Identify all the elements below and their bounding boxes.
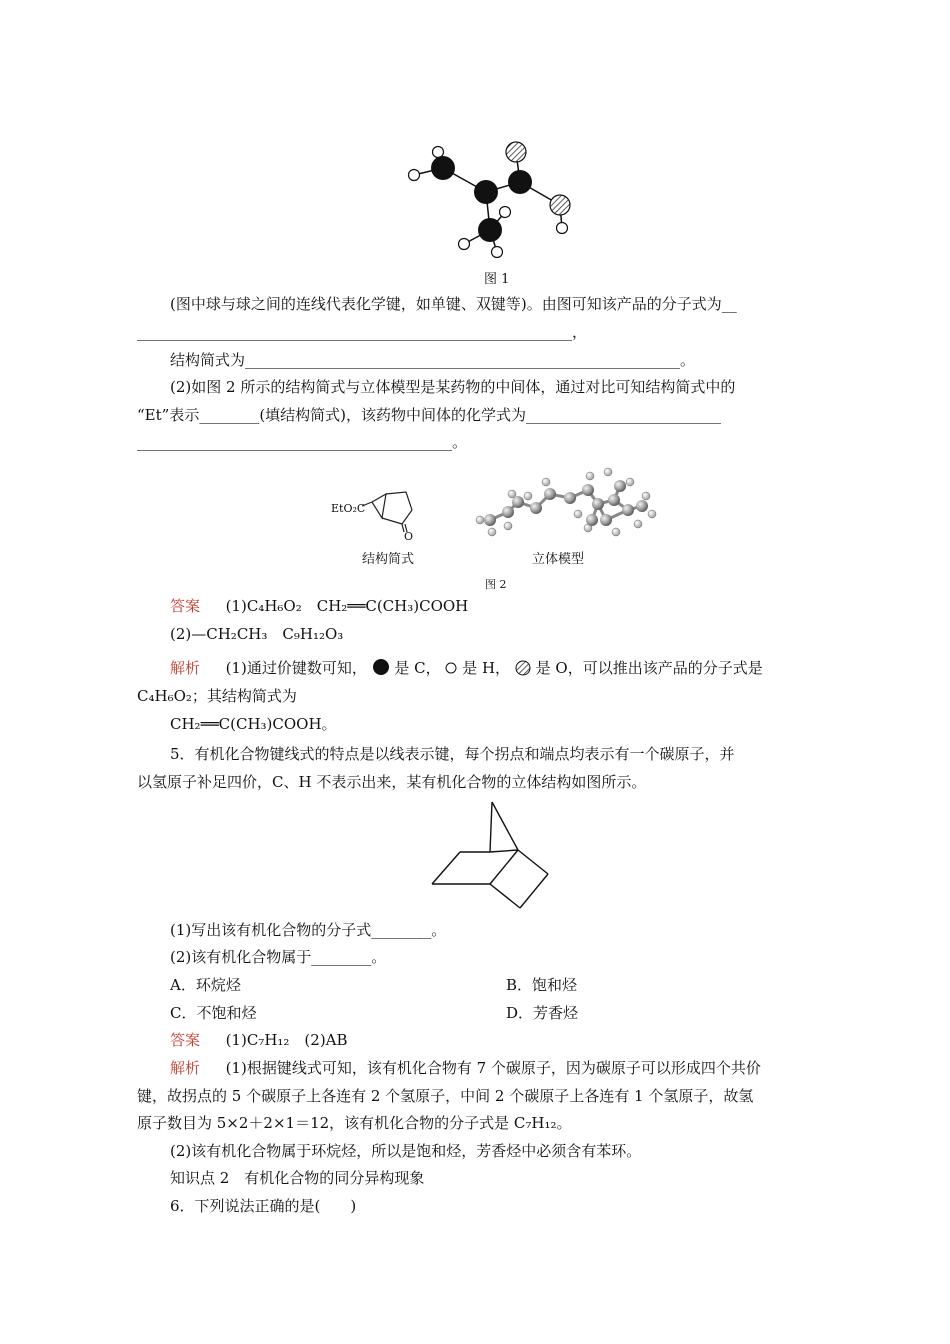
model-label: 立体模型	[532, 552, 585, 567]
eto2c-label: EtO₂C	[331, 502, 366, 515]
answer5-block	[170, 1030, 348, 1050]
option-a: A．环烷烃	[170, 976, 241, 994]
analysis4-line3: CH₂══C(CH₃)COOH。	[170, 715, 337, 733]
q4-line5: “Et”表示________(填结构简式)，该药物中间体的化学式为__________________________	[137, 406, 722, 424]
carbonyl-oxygen-label: O	[404, 530, 414, 543]
section-title: 知识点 2 有机化合物的同分异构现象	[170, 1169, 425, 1187]
analysis5-line3: 原子数目为 5×2＋2×1＝12，该有机化合物的分子式是 C₇H₁₂。	[137, 1114, 572, 1132]
figure2-3d-model	[470, 462, 670, 552]
figure1-caption: 图 1	[484, 272, 510, 287]
answer5-text: (1)C₇H₁₂ (2)AB	[225, 1031, 348, 1049]
analysis-label: 解析	[170, 1059, 201, 1077]
analysis4-line2: C₄H₆O₂；其结构简式为	[137, 687, 297, 705]
answer4-line2: (2)—CH₂CH₃ C₉H₁₂O₃	[170, 625, 344, 643]
q5-line1: 5．有机化合物键线式的特点是以线表示键，每个拐点和端点均表示有一个碳原子，并	[170, 745, 735, 763]
answer4-line1: (1)C₄H₆O₂ CH₂══C(CH₃)COOH	[225, 597, 469, 615]
structure-label: 结构简式	[362, 552, 415, 567]
oxygen-legend-icon	[515, 660, 531, 676]
figure2-caption: 图 2	[485, 578, 507, 591]
figure1-molecule	[400, 130, 580, 265]
analysis4-line1: 解析 (1)通过价键数可知， 是 C， 是 H， 是 O，可以推出该产品的分子式是	[170, 659, 763, 677]
answer4-block	[170, 596, 468, 616]
q4-line6: __________________________________________。	[137, 433, 468, 451]
carbon-atoms	[431, 156, 532, 242]
option-c: C．不饱和烃	[170, 1004, 257, 1022]
q4-line2: __________________________________________________________，	[137, 323, 588, 341]
q6-text: 6．下列说法正确的是( )	[170, 1197, 357, 1215]
carbon-legend-icon	[372, 658, 390, 676]
analysis5-line4: (2)该有机化合物属于环烷烃，所以是饱和烃，芳香烃中必须含有苯环。	[170, 1142, 642, 1160]
option-d: D．芳香烃	[506, 1004, 579, 1022]
option-b: B．饱和烃	[506, 976, 578, 994]
analysis-label: 解析	[170, 659, 201, 677]
analysis5-line2: 键，故拐点的 5 个碳原子上各连有 2 个氢原子，中间 2 个碳原子上各连有 1 个氢原子，故氢	[137, 1087, 754, 1105]
q5-sub1: (1)写出该有机化合物的分子式________。	[170, 921, 447, 939]
answer-label: 答案	[170, 1031, 201, 1049]
answer-label: 答案	[170, 597, 201, 615]
q4-line1: (图中球与球之间的连线代表化学键，如单键、双键等)。由图可知该产品的分子式为__	[170, 295, 737, 313]
bicycloheptane-structure	[430, 800, 555, 915]
figure2-structure	[360, 484, 430, 544]
q4-line3: 结构简式为__________________________________________________________。	[170, 351, 696, 369]
q5-line2: 以氢原子补足四价，C、H 不表示出来，某有机化合物的立体结构如图所示。	[137, 773, 647, 791]
q5-sub2: (2)该有机化合物属于________。	[170, 948, 387, 966]
hydrogen-legend-icon	[445, 662, 457, 674]
q4-line4: (2)如图 2 所示的结构简式与立体模型是某药物的中间体，通过对比可知结构简式中的	[170, 378, 736, 396]
analysis5-line1: 解析 (1)根据键线式可知，该有机化合物有 7 个碳原子，因为碳原子可以形成四个共价	[170, 1059, 761, 1077]
